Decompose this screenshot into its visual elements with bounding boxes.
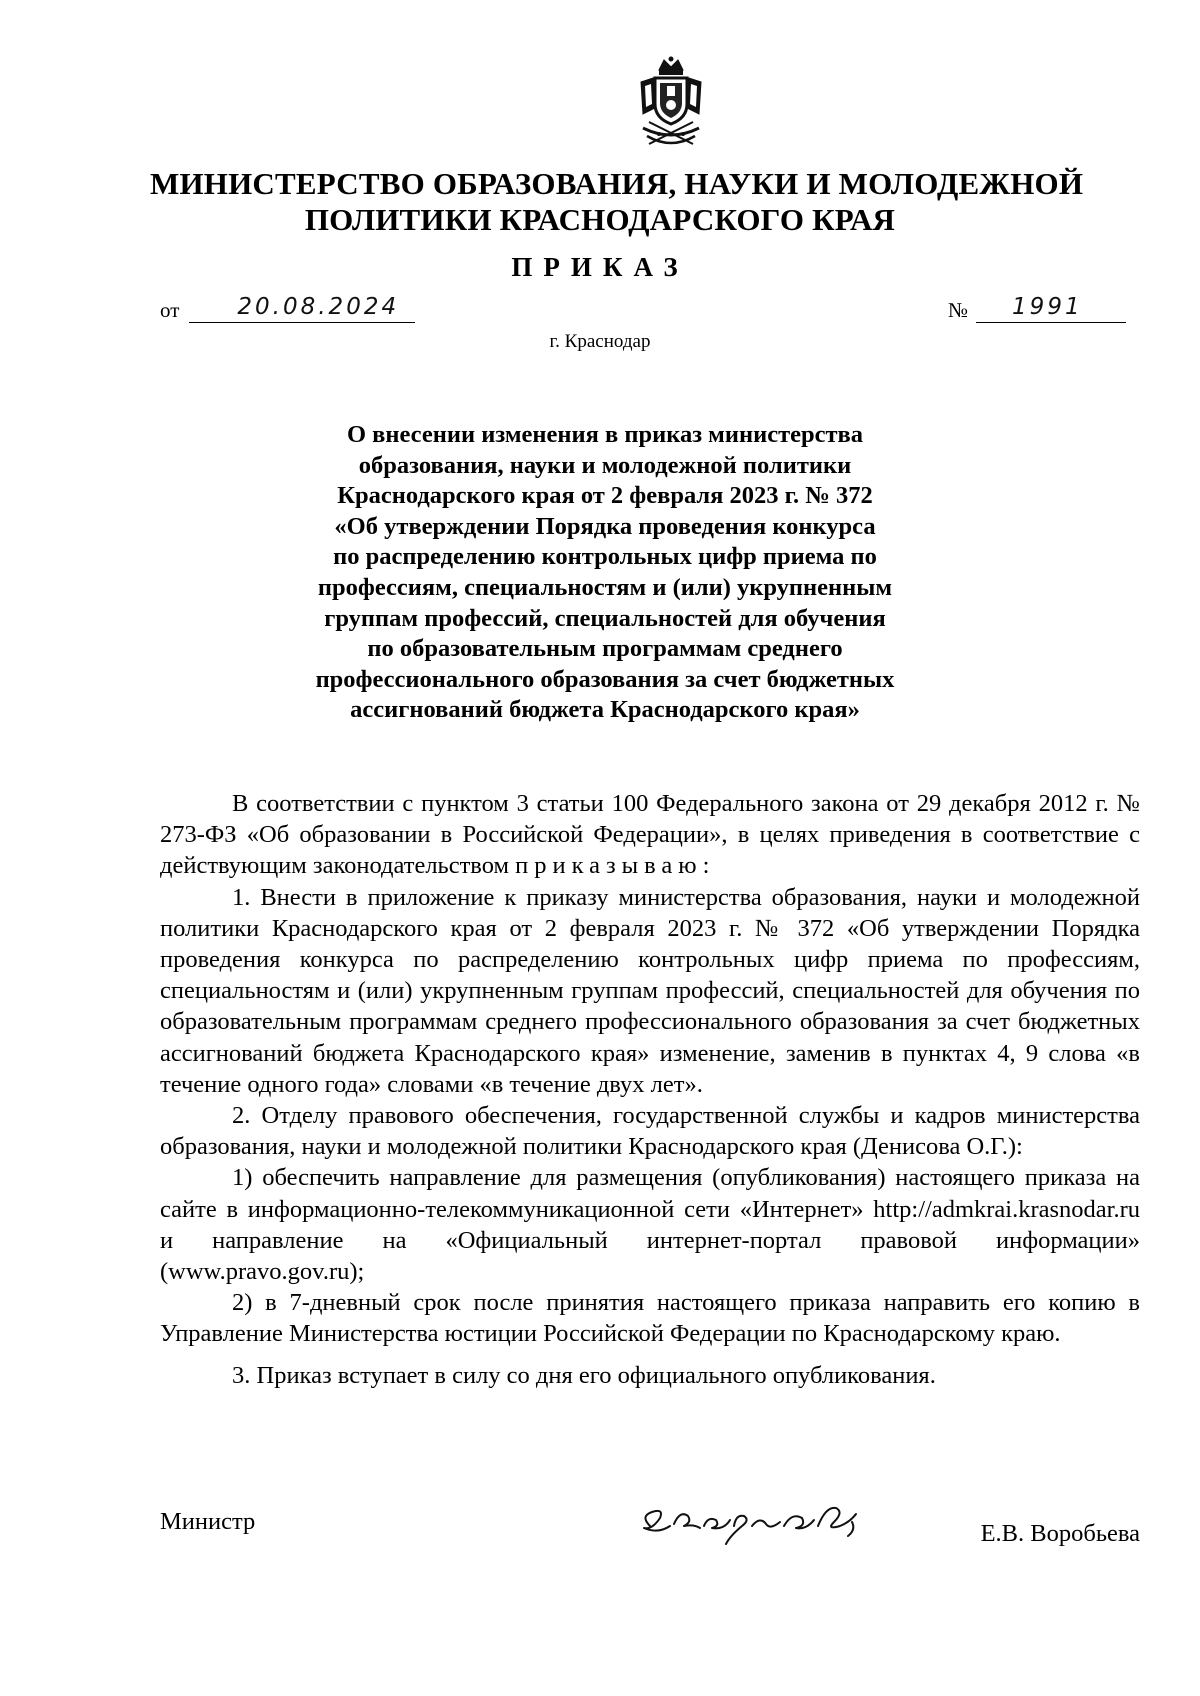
order-word: приказываю: [515, 852, 716, 880]
krasnodar-coat-of-arms-icon [633, 56, 709, 152]
number-prefix: № [948, 298, 969, 322]
date-blank-line [189, 296, 415, 323]
title-line: профессиям, специальностям и (или) укрупненным [317, 573, 893, 601]
ministry-name-line-1: МИНИСТЕРСТВО ОБРАЗОВАНИЯ, НАУКИ И МОЛОДЕЖНОЙ [150, 166, 1084, 201]
item-2-1-paragraph: 1) обеспечить направление для размещения (опубликования) настоящего приказа на сайте в информационно-телекоммуникационной сети «Интернет» http://admkrai.krasnodar.ru и направление на «Официальный интернет-портал правовой информации» (www.pravo.gov.ru); [160, 1164, 1140, 1286]
date-field [160, 296, 415, 323]
date-prefix: от [160, 298, 180, 322]
title-line: по образовательным программам среднего [367, 635, 843, 663]
item-1-paragraph: 1. Внести в приложение к приказу министерства образования, науки и молодежной политики Краснодарского края от 2 февраля 2023 г. № 372 «Об утверждении Порядка проведения конкурса по распределению контрольных цифр приема по профессиям, специальностям и (или) укрупненным группам профессий, специальностей для обучения по образовательным программам среднего профессионального образования за счет бюджетных ассигнований бюджета Краснодарского края» изменение, заменив в пунктах 4, 9 слова «в течение одного года» словами «в течение двух лет». [160, 883, 1140, 1098]
title-line: О внесении изменения в приказ министерства [346, 421, 864, 448]
title-line: Краснодарского края от 2 февраля 2023 г. № 372 [337, 482, 873, 510]
preamble-text: В соответствии с пунктом 3 статьи 100 Федерального закона от 29 декабря 2012 г. № 273-ФЗ «Об образовании в Российской Федерации», в целях приведения в соответствие с действующим законодательством [160, 790, 1140, 880]
document-title [300, 420, 910, 726]
ministry-name-line-2: ПОЛИТИКИ КРАСНОДАРСКОГО КРАЯ [304, 202, 896, 237]
title-line: по распределению контрольных цифр приема по [333, 543, 877, 571]
number-field [948, 296, 1126, 323]
title-line: профессионального образования за счет бюджетных [315, 665, 895, 693]
title-line: образования, науки и молодежной политики [358, 451, 852, 479]
document-body [160, 788, 1140, 1391]
city: г. Краснодар [549, 331, 651, 352]
number-blank-line [976, 296, 1126, 323]
document-type: ПРИКАЗ [511, 252, 689, 282]
title-line: «Об утверждении Порядка проведения конкурса [334, 512, 876, 540]
item-2-paragraph: 2. Отделу правового обеспечения, государственной службы и кадров министерства образования, науки и молодежной политики Краснодарского края (Денисова О.Г.): [160, 1102, 1140, 1161]
signer-position: Министр [160, 1508, 256, 1535]
item-3-paragraph: 3. Приказ вступает в силу со дня его официального опубликования. [232, 1361, 936, 1389]
item-2-2-paragraph: 2) в 7-дневный срок после принятия настоящего приказа направить его копию в Управление Министерства юстиции Российской Федерации по Краснодарскому краю. [160, 1289, 1140, 1348]
title-line: ассигнований бюджета Краснодарского края» [350, 696, 860, 724]
handwritten-number: 1991 [1012, 294, 1083, 320]
signature-block [160, 1500, 1140, 1560]
signer-name: Е.В. Воробьева [980, 1520, 1140, 1547]
title-line: группам профессий, специальностей для обучения [324, 604, 886, 632]
handwritten-signature [630, 1486, 880, 1556]
ministry-name [150, 166, 1084, 238]
preamble-paragraph [160, 788, 1140, 882]
handwritten-date: 20.08.2024 [237, 294, 400, 320]
